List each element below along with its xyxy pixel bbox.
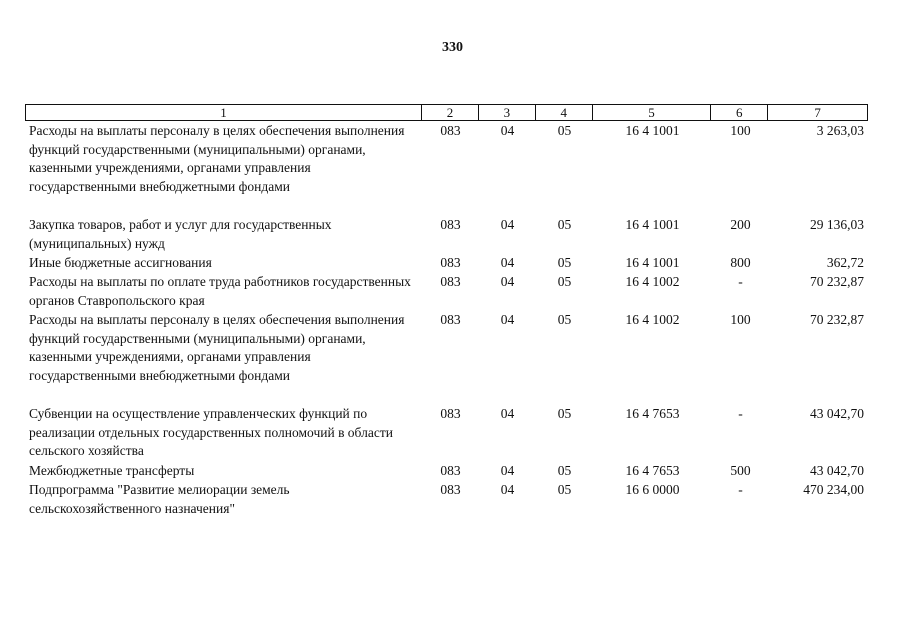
row-expense-type: 200 [730, 217, 751, 232]
row-amount: 70 232,87 [810, 274, 864, 289]
row-target-article: 16 4 1002 [625, 274, 680, 289]
row-code: 083 [440, 482, 461, 497]
row-subsection: 05 [557, 406, 572, 421]
page-number: 330 [442, 40, 463, 55]
row-subsection: 05 [557, 312, 572, 327]
row-expense-type: 800 [730, 255, 751, 270]
header-cell-6: 6 [711, 105, 768, 120]
header-cell-5: 5 [593, 105, 712, 120]
row-target-article: 16 4 1001 [625, 255, 680, 270]
row-code: 083 [440, 123, 461, 138]
row-subsection: 05 [557, 255, 572, 270]
row-code: 083 [440, 406, 461, 421]
row-section: 04 [500, 406, 515, 421]
row-section: 04 [500, 274, 515, 289]
header-cell-4: 4 [536, 105, 593, 120]
row-description: Межбюджетные трансферты [29, 463, 195, 478]
row-expense-type: - [738, 482, 743, 497]
row-subsection: 05 [557, 463, 572, 478]
row-amount: 43 042,70 [810, 463, 864, 478]
row-description: Закупка товаров, работ и услуг для государственных (муниципальных) нужд [29, 217, 332, 251]
row-target-article: 16 4 1001 [625, 123, 680, 138]
row-target-article: 16 4 7653 [625, 406, 680, 421]
row-expense-type: 100 [730, 312, 751, 327]
row-description: Расходы на выплаты по оплате труда работников государственных органов Ставропольского края [29, 274, 411, 308]
header-cell-7: 7 [814, 105, 821, 120]
table-row [25, 311, 868, 405]
row-section: 04 [500, 255, 515, 270]
row-target-article: 16 4 7653 [625, 463, 680, 478]
table-header [25, 104, 868, 121]
header-cell-2: 2 [422, 105, 479, 120]
table-row [25, 122, 868, 216]
row-expense-type: 100 [730, 123, 751, 138]
row-amount: 70 232,87 [810, 312, 864, 327]
row-amount: 470 234,00 [803, 482, 864, 497]
row-amount: 29 136,03 [810, 217, 864, 232]
row-description: Подпрограмма "Развитие мелиорации земель сельскохозяйственного назначения" [29, 482, 290, 516]
table-body [25, 122, 868, 519]
row-code: 083 [440, 274, 461, 289]
table-row [25, 273, 868, 311]
row-amount: 3 263,03 [816, 123, 864, 138]
row-target-article: 16 4 1002 [625, 312, 680, 327]
row-section: 04 [500, 123, 515, 138]
row-description: Субвенции на осуществление управленческих функций по реализации отдельных государственных полномочий в области сельского хозяйства [29, 406, 393, 459]
table-row [25, 462, 868, 481]
row-expense-type: - [738, 406, 743, 421]
row-subsection: 05 [557, 482, 572, 497]
row-target-article: 16 6 0000 [625, 482, 680, 497]
row-section: 04 [500, 312, 515, 327]
table-row [25, 481, 868, 519]
header-cell-3: 3 [479, 105, 536, 120]
row-description: Расходы на выплаты персоналу в целях обеспечения выполнения функций государственными (муниципальными) органами, казенными учреждениями, органами управления государственными внебюджетными фондами [29, 123, 405, 194]
row-section: 04 [500, 482, 515, 497]
table-row [25, 216, 868, 254]
table-row [25, 405, 868, 462]
row-description: Расходы на выплаты персоналу в целях обеспечения выполнения функций государственными (муниципальными) органами, казенными учреждениями, органами управления государственными внебюджетными фондами [29, 312, 405, 383]
row-code: 083 [440, 463, 461, 478]
row-section: 04 [500, 217, 515, 232]
row-amount: 362,72 [826, 255, 864, 270]
header-cell-1: 1 [26, 105, 422, 120]
row-code: 083 [440, 312, 461, 327]
row-target-article: 16 4 1001 [625, 217, 680, 232]
row-description: Иные бюджетные ассигнования [29, 255, 212, 270]
row-expense-type: - [738, 274, 743, 289]
row-code: 083 [440, 217, 461, 232]
row-code: 083 [440, 255, 461, 270]
row-subsection: 05 [557, 123, 572, 138]
table-row [25, 254, 868, 273]
row-subsection: 05 [557, 217, 572, 232]
row-amount: 43 042,70 [810, 406, 864, 421]
row-section: 04 [500, 463, 515, 478]
row-subsection: 05 [557, 274, 572, 289]
row-expense-type: 500 [730, 463, 751, 478]
